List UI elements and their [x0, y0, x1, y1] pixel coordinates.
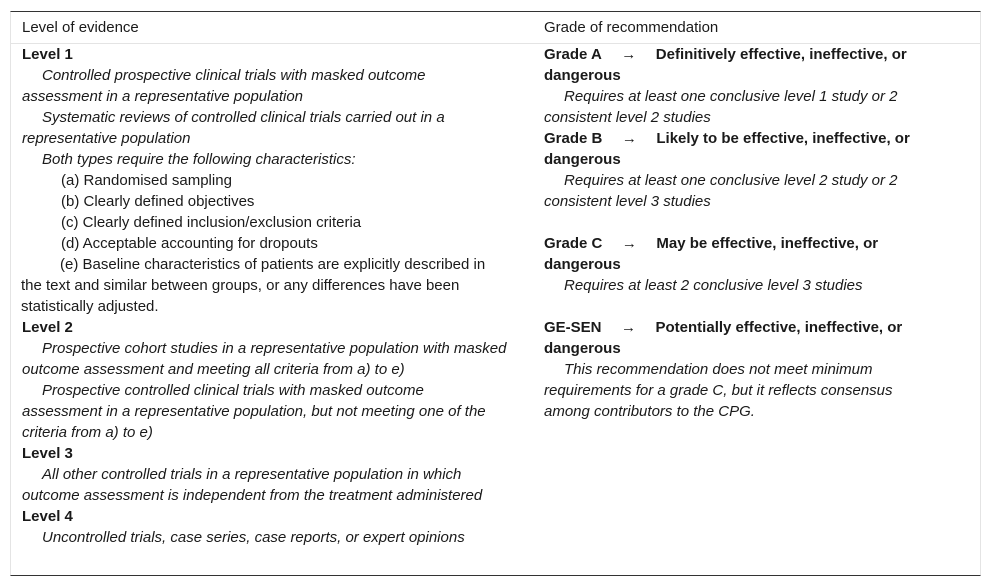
- gesen-title: Potentially effective, ineffective, or dangerous: [544, 319, 903, 357]
- criterion-e: (e) Baseline characteristics of patients are explicitly described in the text and similar between groups, or any differences have been statistically adjusted.: [21, 256, 486, 315]
- grade-c-title: May be effective, ineffective, or dangerous: [544, 235, 879, 273]
- gesen-desc: This recommendation does not meet minimum requirements for a grade C, but it reflects consensus among contributors to the CPG.: [544, 361, 893, 420]
- level-4-title: Level 4: [22, 508, 73, 525]
- gesen-label: GE-SEN: [544, 319, 602, 336]
- level-1-item: Both types require the following characteristics:: [42, 151, 356, 168]
- level-1-item: Controlled prospective clinical trials with masked outcome assessment in a representative population: [22, 67, 426, 105]
- grade-c-desc: Requires at least 2 conclusive level 3 studies: [564, 277, 863, 294]
- grade-b-heading: [544, 128, 936, 170]
- grade-c-heading: [544, 233, 936, 275]
- level-3-item: All other controlled trials in a representative population in which outcome assessment is independent from the treatment administered: [22, 466, 483, 504]
- arrow-icon: →: [621, 235, 637, 252]
- criterion-c: (c) Clearly defined inclusion/exclusion criteria: [61, 214, 362, 231]
- level-2-title: Level 2: [22, 319, 73, 336]
- level-4-item: Uncontrolled trials, case series, case reports, or expert opinions: [42, 529, 465, 546]
- grade-of-recommendation-header: Grade of recommendation: [544, 19, 719, 36]
- criterion-b: (b) Clearly defined objectives: [61, 193, 255, 210]
- grade-b-title: Likely to be effective, ineffective, or dangerous: [544, 130, 910, 168]
- arrow-icon: →: [621, 46, 637, 63]
- criterion-d: (d) Acceptable accounting for dropouts: [61, 235, 318, 252]
- level-of-evidence-header: Level of evidence: [22, 19, 139, 36]
- level-1-item: Systematic reviews of controlled clinical trials carried out in a representative population: [22, 109, 445, 147]
- grade-b-label: Grade B: [544, 130, 603, 147]
- level-1-title: Level 1: [22, 46, 73, 63]
- arrow-icon: →: [621, 130, 637, 147]
- level-2-item: Prospective cohort studies in a representative population with masked outcome assessment and meeting all criteria from a) to e): [22, 340, 507, 378]
- grade-a-label: Grade A: [544, 46, 602, 63]
- criterion-a: (a) Randomised sampling: [61, 172, 232, 189]
- arrow-icon: →: [621, 319, 637, 336]
- grade-a-title: Definitively effective, ineffective, or dangerous: [544, 46, 907, 84]
- grade-b-desc: Requires at least one conclusive level 2 study or 2 consistent level 3 studies: [544, 172, 898, 210]
- level-2-item: Prospective controlled clinical trials with masked outcome assessment in a representative population, but not meeting one of the criteria from a) to e): [22, 382, 486, 441]
- evidence-table: [10, 11, 981, 576]
- grade-a-heading: [544, 44, 936, 86]
- level-3-title: Level 3: [22, 445, 73, 462]
- grade-c-label: Grade C: [544, 235, 603, 252]
- gesen-heading: [544, 317, 936, 359]
- grade-a-desc: Requires at least one conclusive level 1 study or 2 consistent level 2 studies: [544, 88, 898, 126]
